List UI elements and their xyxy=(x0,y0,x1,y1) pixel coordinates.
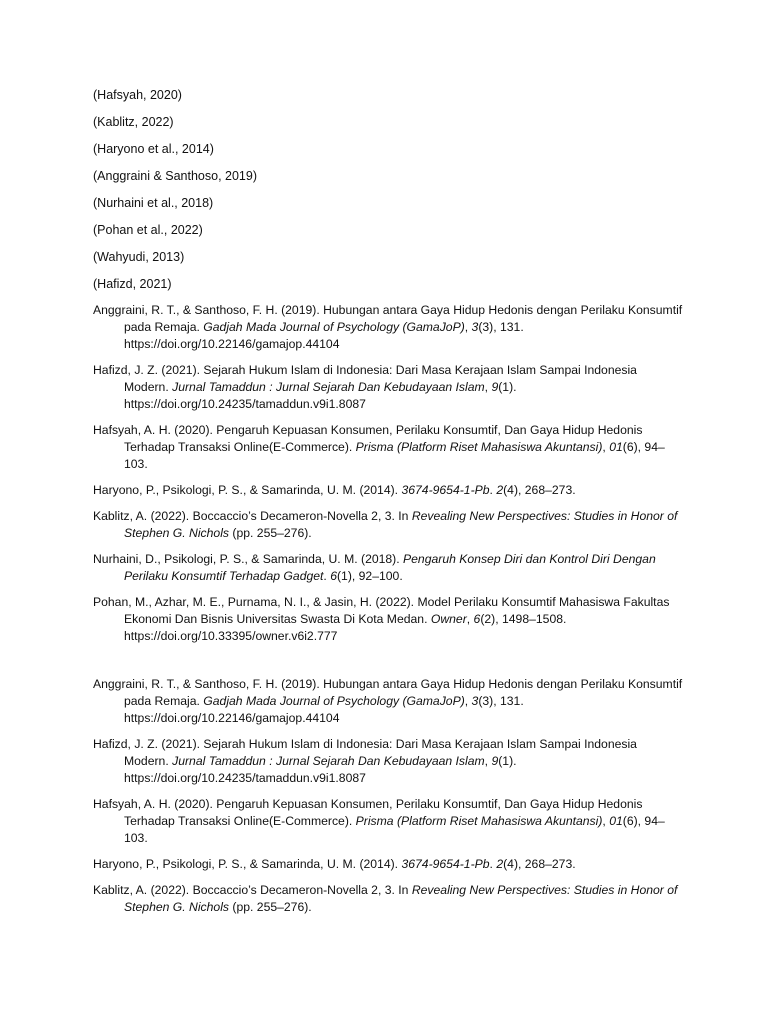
reference-italic-segment: 01 xyxy=(609,814,623,828)
reference-list-second xyxy=(93,676,683,925)
reference-italic-segment: 3 xyxy=(471,694,479,708)
reference-italic-segment: 01 xyxy=(609,440,623,454)
reference-italic-segment: 2 xyxy=(496,857,504,871)
reference-list-first xyxy=(93,302,683,654)
reference-entry xyxy=(93,302,683,353)
reference-segment: . xyxy=(323,569,331,583)
in-text-citation: (Hafsyah, 2020) xyxy=(93,88,182,102)
reference-entry xyxy=(93,882,683,916)
reference-segment: Anggraini, R. T., & Santhoso, F. H. (2019). Hubungan antara Gaya Hidup Hedonis dengan Perilaku Konsumtif pada Remaja. xyxy=(93,303,683,334)
reference-segment: (4), 268–273. xyxy=(503,483,576,497)
reference-segment: (3), 131. https://doi.org/10.22146/gamajop.44104 xyxy=(124,320,524,351)
reference-segment: (1). https://doi.org/10.24235/tamaddun.v9i1.8087 xyxy=(124,754,517,785)
reference-italic-segment: 3674-9654-1-Pb xyxy=(401,483,490,497)
reference-italic-segment: Revealing New Perspectives: Studies in Honor of Stephen G. Nichols xyxy=(124,509,678,540)
reference-entry xyxy=(93,551,683,585)
reference-segment: Hafizd, J. Z. (2021). Sejarah Hukum Islam di Indonesia: Dari Masa Kerajaan Islam Sampai Indonesia Modern. xyxy=(93,363,637,394)
reference-entry xyxy=(93,676,683,727)
in-text-citation: (Hafizd, 2021) xyxy=(93,277,172,291)
reference-segment: (1). https://doi.org/10.24235/tamaddun.v9i1.8087 xyxy=(124,380,517,411)
reference-italic-segment: 9 xyxy=(491,754,499,768)
reference-italic-segment: 2 xyxy=(496,483,504,497)
reference-italic-segment: 6 xyxy=(473,612,481,626)
reference-entry xyxy=(93,482,683,499)
reference-italic-segment: Gadjah Mada Journal of Psychology (GamaJoP) xyxy=(203,320,465,334)
reference-italic-segment: 3674-9654-1-Pb xyxy=(401,857,490,871)
reference-entry xyxy=(93,594,683,645)
reference-italic-segment: Prisma (Platform Riset Mahasiswa Akuntansi) xyxy=(355,440,603,454)
reference-segment: (pp. 255–276). xyxy=(229,526,312,540)
reference-italic-segment: Owner xyxy=(430,612,467,626)
reference-segment: (4), 268–273. xyxy=(503,857,576,871)
reference-italic-segment: 6 xyxy=(330,569,337,583)
reference-segment: Haryono, P., Psikologi, P. S., & Samarinda, U. M. (2014). xyxy=(93,483,402,497)
reference-segment: (6), 94–103. xyxy=(124,440,665,471)
reference-segment: Nurhaini, D., Psikologi, P. S., & Samarinda, U. M. (2018). xyxy=(93,552,404,566)
reference-segment: (3), 131. https://doi.org/10.22146/gamajop.44104 xyxy=(124,694,524,725)
reference-entry xyxy=(93,856,683,873)
reference-segment: . xyxy=(489,483,497,497)
reference-italic-segment: Jurnal Tamaddun : Jurnal Sejarah Dan Kebudayaan Islam xyxy=(172,754,485,768)
reference-segment: Hafsyah, A. H. (2020). Pengaruh Kepuasan Konsumen, Perilaku Konsumtif, Dan Gaya Hidup Hedonis Terhadap Transaksi Online(E-Commerce). xyxy=(93,797,643,828)
reference-segment: , xyxy=(466,612,474,626)
reference-segment: (1), 92–100. xyxy=(336,569,403,583)
in-text-citation: (Anggraini & Santhoso, 2019) xyxy=(93,169,257,183)
reference-entry xyxy=(93,736,683,787)
in-text-citation: (Kablitz, 2022) xyxy=(93,115,174,129)
reference-segment: . xyxy=(489,857,497,871)
in-text-citation: (Wahyudi, 2013) xyxy=(93,250,185,264)
reference-segment: , xyxy=(602,814,610,828)
in-text-citation: (Nurhaini et al., 2018) xyxy=(93,196,214,210)
in-text-citation: (Haryono et al., 2014) xyxy=(93,142,214,156)
reference-italic-segment: Revealing New Perspectives: Studies in Honor of Stephen G. Nichols xyxy=(124,883,678,914)
reference-entry xyxy=(93,796,683,847)
reference-segment: , xyxy=(602,440,610,454)
reference-segment: (6), 94–103. xyxy=(124,814,665,845)
in-text-citation: (Pohan et al., 2022) xyxy=(93,223,203,237)
reference-segment: , xyxy=(484,754,492,768)
reference-segment: Haryono, P., Psikologi, P. S., & Samarinda, U. M. (2014). xyxy=(93,857,402,871)
reference-italic-segment: Jurnal Tamaddun : Jurnal Sejarah Dan Kebudayaan Islam xyxy=(172,380,485,394)
reference-segment: , xyxy=(464,694,472,708)
in-text-citation-list xyxy=(93,86,693,302)
reference-segment: Kablitz, A. (2022). Boccaccio’s Decameron-Novella 2, 3. In xyxy=(93,509,412,523)
reference-segment: (pp. 255–276). xyxy=(229,900,312,914)
reference-italic-segment: Gadjah Mada Journal of Psychology (GamaJoP) xyxy=(203,694,465,708)
reference-italic-segment: 9 xyxy=(491,380,499,394)
reference-entry xyxy=(93,362,683,413)
reference-segment: , xyxy=(464,320,472,334)
reference-segment: , xyxy=(484,380,492,394)
reference-italic-segment: Pengaruh Konsep Diri dan Kontrol Diri Dengan Perilaku Konsumtif Terhadap Gadget xyxy=(124,552,656,583)
reference-segment: Hafsyah, A. H. (2020). Pengaruh Kepuasan Konsumen, Perilaku Konsumtif, Dan Gaya Hidup Hedonis Terhadap Transaksi Online(E-Commerce). xyxy=(93,423,643,454)
reference-entry xyxy=(93,508,683,542)
reference-italic-segment: Prisma (Platform Riset Mahasiswa Akuntansi) xyxy=(355,814,603,828)
reference-segment: Hafizd, J. Z. (2021). Sejarah Hukum Islam di Indonesia: Dari Masa Kerajaan Islam Sampai Indonesia Modern. xyxy=(93,737,637,768)
reference-segment: Anggraini, R. T., & Santhoso, F. H. (2019). Hubungan antara Gaya Hidup Hedonis dengan Perilaku Konsumtif pada Remaja. xyxy=(93,677,683,708)
reference-italic-segment: 3 xyxy=(471,320,479,334)
reference-segment: (2), 1498–1508. https://doi.org/10.33395/owner.v6i2.777 xyxy=(124,612,567,643)
reference-segment: Kablitz, A. (2022). Boccaccio’s Decameron-Novella 2, 3. In xyxy=(93,883,412,897)
reference-segment: Pohan, M., Azhar, M. E., Purnama, N. I., & Jasin, H. (2022). Model Perilaku Konsumtif Mahasiswa Fakultas Ekonomi Dan Bisnis Universitas Swasta Di Kota Medan. xyxy=(93,595,670,626)
reference-entry xyxy=(93,422,683,473)
